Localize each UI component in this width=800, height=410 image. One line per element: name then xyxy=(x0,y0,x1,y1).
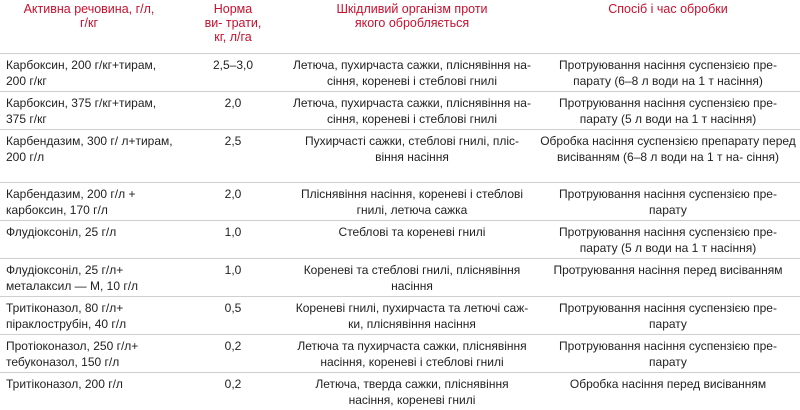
cell-target: Кореневі гнилі, пухирчаста та летючі саж- ки, пліснявіння насіння xyxy=(288,296,536,334)
cell-method: Протруювання насіння суспензією пре- парату (6–8 л води на 1 т насіння) xyxy=(536,53,800,91)
cell-rate: 2,0 xyxy=(178,182,288,220)
cell-method: Протруювання насіння суспензією пре- парату xyxy=(536,334,800,372)
table-row xyxy=(0,258,800,296)
cell-rate: 2,5 xyxy=(178,129,288,182)
table-row xyxy=(0,53,800,91)
cell-substance: Карбендазим, 300 г/ л+тирам, 200 г/л xyxy=(0,129,178,182)
cell-rate: 1,0 xyxy=(178,258,288,296)
cell-target: Летюча та пухирчаста сажки, пліснявіння насіння, кореневі і стеблові гнилі xyxy=(288,334,536,372)
cell-method: Протруювання насіння суспензією пре- парату (5 л води на 1 т насіння) xyxy=(536,220,800,258)
table-row xyxy=(0,129,800,182)
table-row xyxy=(0,334,800,372)
cell-method: Протруювання насіння суспензією пре- парату (5 л води на 1 т насіння) xyxy=(536,91,800,129)
table-row xyxy=(0,91,800,129)
cell-rate: 0,5 xyxy=(178,296,288,334)
cell-target: Пухирчасті сажки, стеблові гнилі, пліс- віння насіння xyxy=(288,129,536,182)
header-row xyxy=(0,0,800,53)
cell-rate: 0,2 xyxy=(178,372,288,410)
header-active-substance: Активна речовина, г/л, г/кг xyxy=(23,2,155,30)
cell-substance: Флудіоксоніл, 25 г/л xyxy=(0,220,178,258)
cell-rate: 2,0 xyxy=(178,91,288,129)
cell-substance: Тритіконазол, 80 г/л+ піраклострубін, 40 г/л xyxy=(0,296,178,334)
cell-target: Летюча, пухирчаста сажки, пліснявіння на- сіння, кореневі і стеблові гнилі xyxy=(288,53,536,91)
cell-rate: 0,2 xyxy=(178,334,288,372)
cell-target: Летюча, пухирчаста сажки, пліснявіння на- сіння, кореневі і стеблові гнилі xyxy=(288,91,536,129)
cell-rate: 2,5–3,0 xyxy=(178,53,288,91)
header-treatment-method: Спосіб і час обробки xyxy=(608,2,728,16)
cell-method: Протруювання насіння суспензією пре- парату xyxy=(536,296,800,334)
cell-substance: Тритіконазол, 200 г/л xyxy=(0,372,178,410)
cell-method: Обробка насіння суспензією препарату перед висіванням (6–8 л води на 1 т на- сіння) xyxy=(536,129,800,182)
cell-target: Кореневі та стеблові гнилі, пліснявіння насіння xyxy=(288,258,536,296)
cell-target: Пліснявіння насіння, кореневі і стеблові гнилі, летюча сажка xyxy=(288,182,536,220)
cell-target: Летюча, тверда сажки, пліснявіння насіння, кореневі гнилі xyxy=(288,372,536,410)
table-row xyxy=(0,182,800,220)
table-row xyxy=(0,220,800,258)
cell-substance: Протіоконазол, 250 г/л+ тебуконазол, 150 г/л xyxy=(0,334,178,372)
cell-target: Стеблові та кореневі гнилі xyxy=(288,220,536,258)
header-rate: Норма ви- трати, кг, л/га xyxy=(204,2,262,44)
cell-substance: Карбоксин, 375 г/кг+тирам, 375 г/кг xyxy=(0,91,178,129)
cell-rate: 1,0 xyxy=(178,220,288,258)
cell-method: Протруювання насіння перед висіванням xyxy=(536,258,800,296)
header-target-organism: Шкідливий організм проти якого обробляється xyxy=(336,2,488,30)
cell-method: Обробка насіння перед висіванням xyxy=(536,372,800,410)
cell-method: Протруювання насіння суспензією пре- парату xyxy=(536,182,800,220)
cell-substance: Карбендазим, 200 г/л + карбоксин, 170 г/л xyxy=(0,182,178,220)
table-row xyxy=(0,372,800,410)
cell-substance: Карбоксин, 200 г/кг+тирам, 200 г/кг xyxy=(0,53,178,91)
table-row xyxy=(0,296,800,334)
cell-substance: Флудіоксоніл, 25 г/л+ металаксил — М, 10 г/л xyxy=(0,258,178,296)
